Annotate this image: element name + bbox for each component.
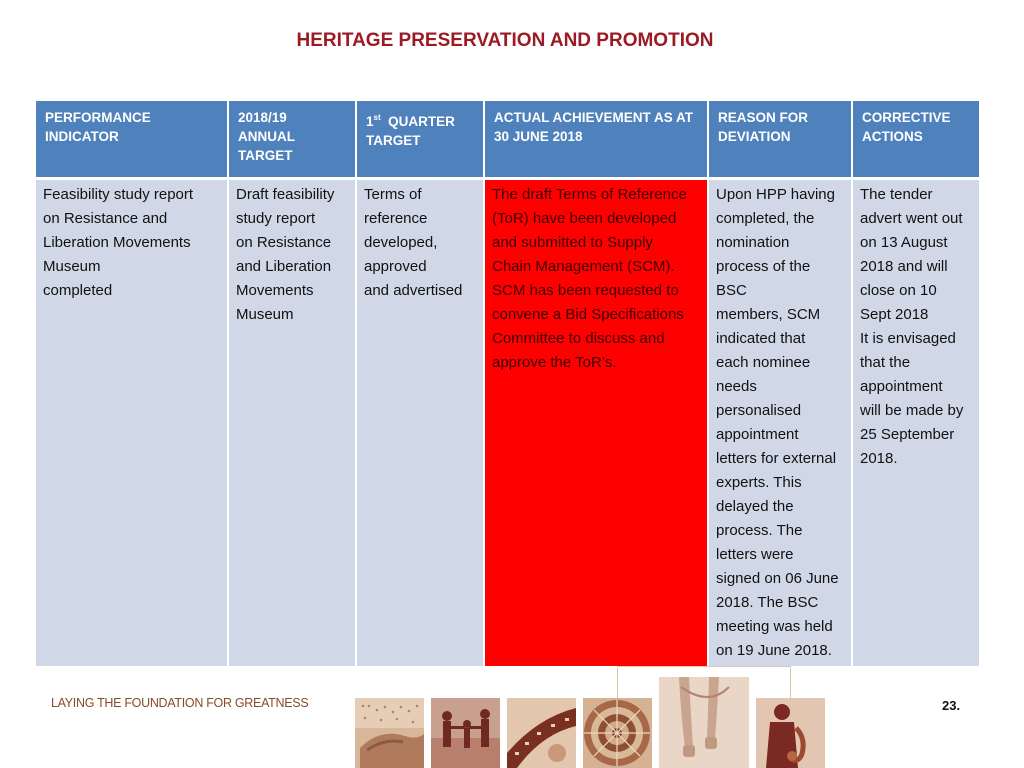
- saxophone-player-photo: [756, 698, 825, 768]
- ballet-feet-photo: [659, 677, 749, 768]
- header-corrective-actions: CORRECTIVE ACTIONS: [852, 101, 979, 179]
- slide-title: HERITAGE PRESERVATION AND PROMOTION: [296, 30, 714, 51]
- cell-quarter-target: Terms of reference developed, approved and advertised: [356, 179, 484, 667]
- cell-actual-achievement: The draft Terms of Reference (ToR) have been developed and submitted to Supply Chain Management (SCM). SCM has been requested to convene a Bid Specifications Committee to discuss and approve the ToR’s.: [484, 179, 708, 667]
- cell-performance-indicator: Feasibility study report on Resistance and Liberation Movements Museum completed: [36, 179, 228, 667]
- table-header-row: [36, 101, 979, 179]
- film-reel-photo: [507, 698, 576, 768]
- header-actual-achievement: ACTUAL ACHIEVEMENT AS AT 30 JUNE 2018: [484, 101, 708, 179]
- braille-hand-photo: [355, 698, 424, 768]
- header-reason-for-deviation: REASON FOR DEVIATION: [708, 101, 852, 179]
- table-row: [36, 179, 979, 667]
- header-quarter-target: [356, 101, 484, 179]
- header-annual-target: 2018/19 ANNUAL TARGET: [228, 101, 356, 179]
- basket-weave-photo: [583, 698, 652, 768]
- header-quarter-ordinal: 1: [366, 114, 374, 129]
- family-silhouette-photo: [431, 698, 500, 768]
- cell-corrective-actions: The tender advert went out on 13 August 2018 and will close on 10 Sept 2018 It is envisaged that the appointment will be made by 25 September 2018.: [852, 179, 979, 667]
- cell-reason-for-deviation: Upon HPP having completed, the nomination process of the BSC members, SCM indicated that each nominee needs personalised appointment letters for external experts. This delayed the process. The letters were signed on 06 June 2018. The BSC meeting was held on 19 June 2018.: [708, 179, 852, 667]
- cell-annual-target: Draft feasibility study report on Resistance and Liberation Movements Museum: [228, 179, 356, 667]
- page-number: 23.: [942, 698, 961, 713]
- performance-table: [36, 101, 979, 666]
- footer-slogan: LAYING THE FOUNDATION FOR GREATNESS: [51, 696, 309, 710]
- header-quarter-ordinal-suffix: st: [373, 113, 381, 122]
- header-performance-indicator: PERFORMANCE INDICATOR: [36, 101, 228, 179]
- header-quarter-label: QUARTER TARGET: [366, 114, 459, 148]
